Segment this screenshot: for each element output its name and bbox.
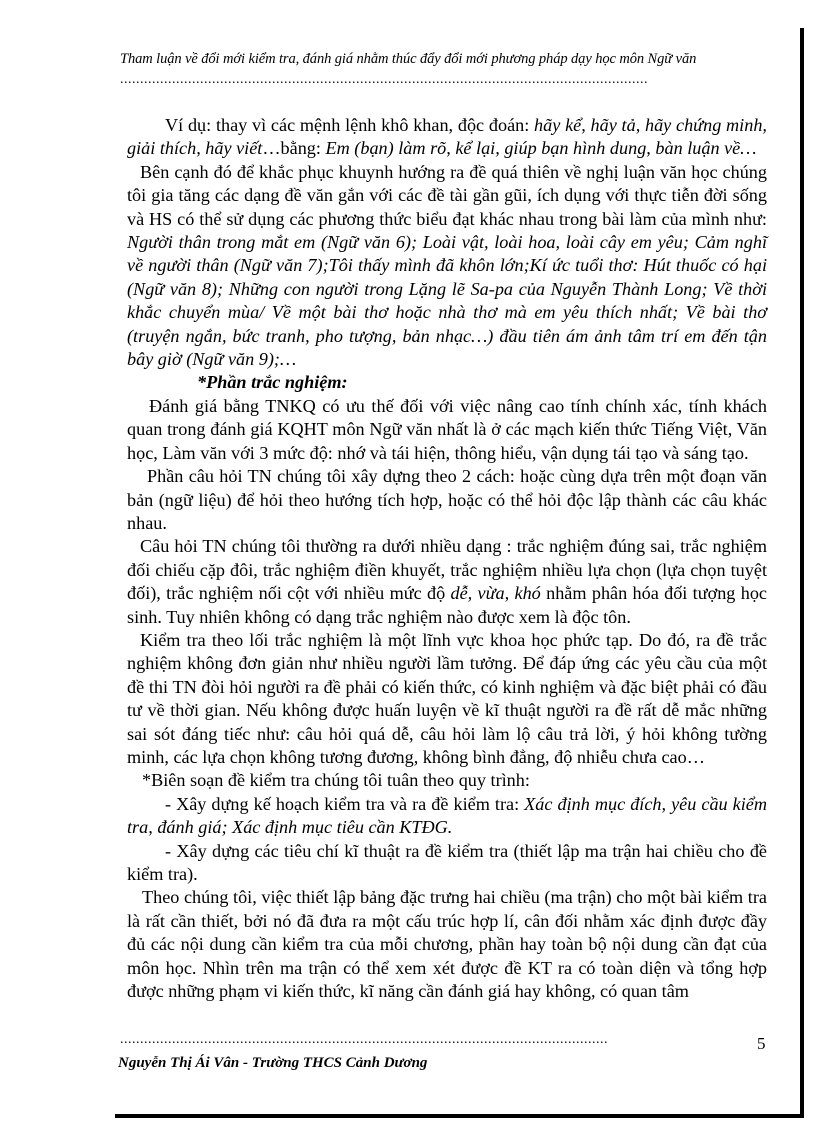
paragraph-tnkq: Đánh giá bằng TNKQ có ưu thế đối với việc nâng cao tính chính xác, tính khách quan trong đánh giá KQHT môn Ngữ văn nhất là ở các mạch kiến thức Tiếng Việt, Văn học, Làm văn với 3 mức độ: nhớ và tái hiện, thông hiểu, vận dụng tái tạo và sáng tạo.: [127, 395, 767, 463]
page-header-title: Tham luận về đổi mới kiểm tra, đánh giá nhằm thúc đẩy đổi mới phương pháp dạy học môn Ngữ văn: [120, 51, 697, 67]
page-border-right: [800, 28, 804, 1118]
paragraph-example: Ví dụ: thay vì các mệnh lệnh khô khan, độc đoán: hãy kể, hãy tả, hãy chứng minh, giải thích, hãy viết…bằng: Em (bạn) làm rõ, kể lại, giúp bạn hình dung, bàn luận về…: [127, 115, 767, 159]
list-item-criteria: - Xây dựng các tiêu chí kĩ thuật ra đề kiểm tra (thiết lập ma trận hai chiều cho đề kiểm tra).: [127, 840, 767, 884]
page-border-bottom: [115, 1114, 804, 1118]
list-item-plan: - Xây dựng kế hoạch kiểm tra và ra đề kiểm tra: Xác định mục đích, yêu cầu kiểm tra, đánh giá; Xác định mục tiêu cần KTĐG.: [127, 793, 768, 838]
page-body: [127, 114, 767, 1003]
paragraph-question-design: Phần câu hỏi TN chúng tôi xây dựng theo 2 cách: hoặc cùng dựa trên một đoạn văn bản (ngữ liệu) để hỏi theo hướng tích hợp, hoặc có thể hỏi độc lập thành các câu khác nhau.: [127, 466, 767, 533]
footer-dotted-rule: ..........................................................................................................................: [120, 1032, 608, 1047]
paragraph-testing-complexity: Kiểm tra theo lối trắc nghiệm là một lĩnh vực khoa học phức tạp. Do đó, ra đề trắc nghiệm không đơn giản như nhiều người lầm tưởng. Để đáp ứng các yêu cầu của một đề thi TN đòi hỏi người ra đề phải có kiến thức, có kinh nghiệm và đặc biệt phải có đầu tư về thời gian. Nếu không được huấn luyện về kĩ thuật người ra đề rất dễ mắc những sai sót đáng tiếc như: câu hỏi quá dễ, câu hỏi làm lộ câu trả lời, ý hỏi không tường minh, các lựa chọn không tương đương, không bình đẳng, độ nhiễu chưa cao…: [127, 629, 767, 767]
paragraph-matrix: Theo chúng tôi, việc thiết lập bảng đặc trưng hai chiều (ma trận) cho một bài kiểm tra là rất cần thiết, bởi nó đã đưa ra một cấu trúc hợp lí, cân đối nhằm xác định được đầy đủ các nội dung cần kiểm tra của mỗi chương, phần hay toàn bộ nội dung cần đạt của môn học. Nhìn trên ma trận có thể xem xét được đề KT ra có toàn diện và tổng hợp được những phạm vi kiến thức, kĩ năng cần đánh giá hay không, có quan tâm: [127, 887, 767, 1002]
paragraph-essay-topics: Bên cạnh đó để khắc phục khuynh hướng ra đề quá thiên về nghị luận văn học chúng tôi gia tăng các dạng đề văn gắn với các đề tài gần gũi, ích dụng với thực tiễn đời sống và HS có thể sử dụng các phương thức biểu đạt khác nhau trong bài làm của mình như: Người thân trong mắt em (Ngữ văn 6); Loài vật, loài hoa, loài cây em yêu; Cảm nghĩ về người thân (Ngữ văn 7);Tôi thấy mình đã khôn lớn;Kí ức tuổi thơ: Hút thuốc có hại (Ngữ văn 8); Những con người trong Lặng lẽ Sa-pa của Nguyễn Thành Long; Về thời khắc chuyển mùa/ Về một bài thơ hoặc nhà thơ mà em yêu thích nhất; Về bài thơ (truyện ngắn, bức tranh, pho tượng, bản nhạc…) đầu tiên ám ảnh tâm trí em đến tận bây giờ (Ngữ văn 9);…: [127, 161, 767, 370]
paragraph-question-types: Câu hỏi TN chúng tôi thường ra dưới nhiều dạng : trắc nghiệm đúng sai, trắc nghiệm đối chiếu cặp đôi, trắc nghiệm điền khuyết, trắc nghiệm nhiều lựa chọn (lựa chọn tuyệt đối), trắc nghiệm nối cột với nhiều mức độ dễ, vừa, khó nhằm phân hóa đối tượng học sinh. Tuy nhiên không có dạng trắc nghiệm nào được xem là độc tôn.: [127, 536, 767, 627]
header-dotted-rule: ....................................................................................................................................: [120, 72, 648, 87]
footer-author: Nguyễn Thị Ái Vân - Trường THCS Cảnh Dương: [118, 1055, 428, 1071]
paragraph-procedure-intro: *Biên soạn đề kiểm tra chúng tôi tuân theo quy trình:: [142, 770, 530, 791]
section-heading-multiple-choice: *Phần trắc nghiệm:: [197, 372, 348, 393]
page-number: 5: [757, 1034, 766, 1053]
